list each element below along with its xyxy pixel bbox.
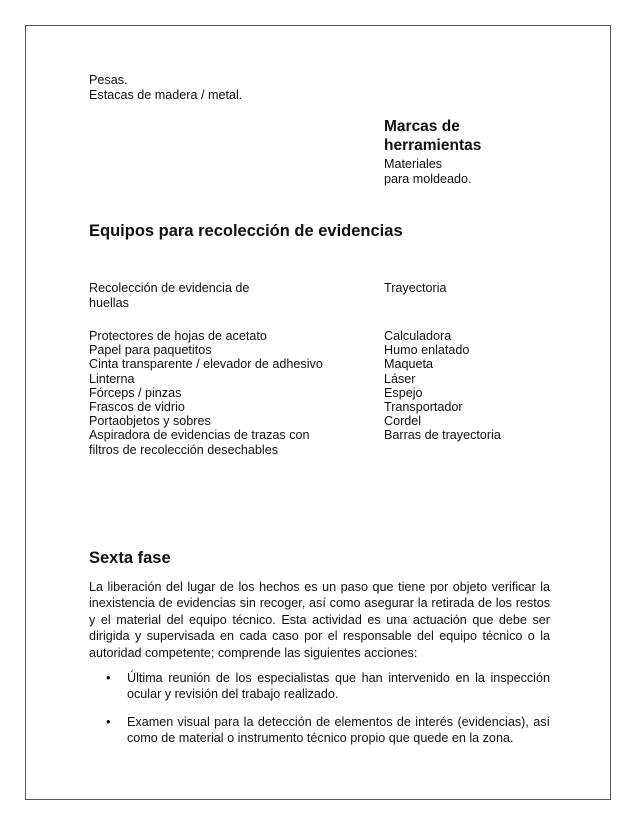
list-item: Barras de trayectoria <box>384 428 501 443</box>
equipos-heading: Equipos para recolección de evidencias <box>89 222 403 240</box>
list-item: Láser <box>384 371 416 386</box>
list-item: Cinta transparente / elevador de adhesivo <box>89 357 323 372</box>
top-line-pesas: Pesas. <box>89 73 128 87</box>
top-line-estacas: Estacas de madera / metal. <box>89 88 243 102</box>
list-item: Cordel <box>384 414 422 429</box>
marcas-sub-line1: Materiales <box>384 157 443 171</box>
bullet-item: Última reunión de los especialistas que han intervenido en la inspección ocular y revisión del trabajo realizado. <box>127 671 550 702</box>
list-item: filtros de recolección desechables <box>89 442 279 457</box>
right-items-list <box>384 329 501 443</box>
list-item: Calculadora <box>384 329 452 343</box>
list-item: Aspiradora de evidencias de trazas con <box>89 428 310 443</box>
left-header-line1: Recolección de evidencia de <box>89 281 250 295</box>
list-item: Papel para paquetitos <box>89 343 212 358</box>
bullet-icon: • <box>106 714 111 729</box>
marcas-heading-line1: Marcas de <box>384 118 460 135</box>
sexta-paragraph: La liberación del lugar de los hechos es un paso que tiene por objeto verificar la inexistencia de evidencias sin recoger, así como asegurar la retirada de los restos y el material del equipo técnico. Esta actividad es una actuación que debe ser dirigida y supervisada en cada caso por el responsable del equipo técnico o la autoridad competente; comprende las siguientes acciones: <box>89 580 550 660</box>
list-item: Linterna <box>89 371 135 386</box>
marcas-heading-line2: herramientas <box>384 137 482 154</box>
marcas-sub-line2: para moldeado. <box>384 172 472 186</box>
left-header-line2: huellas <box>89 296 129 310</box>
list-item: Protectores de hojas de acetato <box>89 329 267 343</box>
list-item: Maqueta <box>384 357 434 372</box>
list-item: Transportador <box>384 400 463 415</box>
list-item: Portaobjetos y sobres <box>89 414 211 429</box>
list-item: Frascos de vidrio <box>89 400 185 415</box>
list-item: Humo enlatado <box>384 343 470 358</box>
sexta-heading: Sexta fase <box>89 549 171 567</box>
left-items-list <box>89 329 323 457</box>
list-item: Espejo <box>384 385 423 400</box>
list-item: Fórceps / pinzas <box>89 385 182 400</box>
bullet-item: Examen visual para la detección de elementos de interés (evidencias), así como de material o instrumento técnico propio que quede en la zona. <box>127 715 550 746</box>
right-header: Trayectoria <box>384 281 447 295</box>
bullet-icon: • <box>106 670 111 685</box>
